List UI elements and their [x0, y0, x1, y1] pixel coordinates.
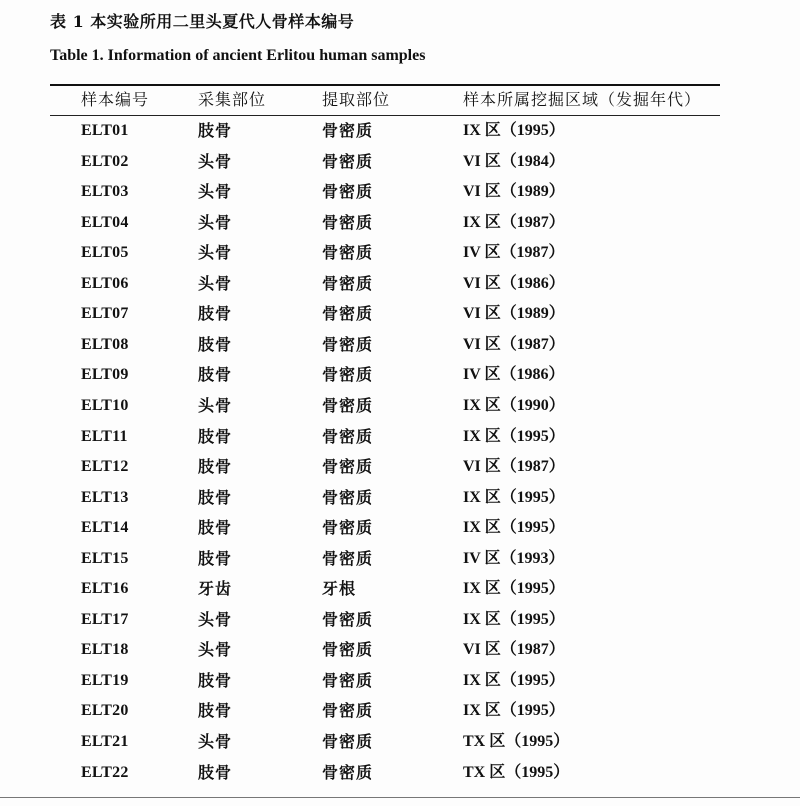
cell-sample-id: ELT12 [81, 458, 129, 476]
cell-collection-part: 头骨 [198, 212, 233, 232]
cell-sample-id: ELT21 [81, 733, 129, 750]
cell-extraction-part: 骨密质 [322, 609, 374, 629]
cell-sample-id: ELT22 [81, 763, 129, 781]
cell-excavation-area: IX 区（1995） [463, 580, 565, 598]
cell-excavation-area: IX 区（1995） [463, 427, 565, 445]
cell-excavation-area: IV 区（1987） [463, 244, 565, 262]
table-row [0, 515, 800, 541]
cell-sample-id: ELT05 [81, 244, 129, 262]
cell-collection-part: 肢骨 [198, 365, 233, 385]
cell-extraction-part: 骨密质 [322, 762, 374, 782]
cell-sample-id: ELT17 [81, 610, 129, 628]
table-row [0, 210, 800, 236]
cell-collection-part: 头骨 [198, 732, 233, 751]
cell-collection-part: 肢骨 [198, 334, 233, 354]
cell-sample-id: ELT20 [81, 702, 129, 720]
cell-excavation-area: IX 区（1990） [463, 396, 565, 414]
cell-collection-part: 肢骨 [198, 121, 233, 140]
cell-extraction-part: 骨密质 [322, 243, 374, 263]
cell-extraction-part: 骨密质 [322, 182, 374, 202]
cell-sample-id: ELT06 [81, 274, 129, 292]
table-row [0, 485, 800, 511]
cell-excavation-area: VI 区（1989） [463, 305, 565, 323]
table-row [0, 149, 800, 175]
cell-collection-part: 肢骨 [198, 548, 233, 568]
cell-excavation-area: IX 区（1995） [463, 488, 565, 506]
cell-sample-id: ELT07 [81, 305, 129, 323]
cell-sample-id: ELT19 [81, 671, 129, 689]
cell-excavation-area: VI 区（1984） [463, 152, 565, 170]
cell-excavation-area: IX 区（1995） [463, 702, 565, 720]
cell-collection-part: 头骨 [198, 182, 233, 202]
cell-extraction-part: 骨密质 [322, 487, 374, 507]
cell-collection-part: 肢骨 [198, 457, 233, 477]
cell-collection-part: 肢骨 [198, 518, 233, 538]
cell-sample-id: ELT11 [81, 427, 128, 445]
cell-sample-id: ELT16 [81, 580, 129, 598]
cell-excavation-area: VI 区（1989） [463, 183, 565, 201]
cell-collection-part: 肢骨 [198, 762, 233, 782]
table-row [0, 668, 800, 694]
table-row [0, 240, 800, 266]
table-row [0, 454, 800, 480]
table-row [0, 271, 800, 297]
table-row [0, 637, 800, 663]
table-row [0, 118, 800, 144]
header-extraction-part: 提取部位 [322, 90, 391, 109]
cell-extraction-part: 骨密质 [322, 426, 374, 446]
cell-collection-part: 肢骨 [198, 487, 233, 507]
cell-extraction-part: 骨密质 [322, 395, 374, 415]
cell-collection-part: 头骨 [198, 609, 233, 629]
cell-collection-part: 头骨 [198, 151, 233, 171]
cell-excavation-area: IX 区（1995） [463, 122, 565, 139]
table-header-row [0, 87, 800, 113]
cell-extraction-part: 骨密质 [322, 212, 374, 232]
cell-sample-id: ELT08 [81, 335, 129, 353]
cell-collection-part: 肢骨 [198, 670, 233, 690]
cell-excavation-area: IX 区（1995） [463, 519, 565, 537]
cell-extraction-part: 骨密质 [322, 518, 374, 538]
cell-excavation-area: IV 区（1986） [463, 366, 565, 384]
cell-extraction-part: 骨密质 [322, 121, 374, 140]
cell-extraction-part: 骨密质 [322, 548, 374, 568]
cell-sample-id: ELT10 [81, 396, 129, 414]
table-row [0, 301, 800, 327]
cell-extraction-part: 骨密质 [322, 151, 374, 171]
cell-collection-part: 肢骨 [198, 701, 233, 721]
cell-collection-part: 头骨 [198, 273, 233, 293]
cell-collection-part: 头骨 [198, 395, 233, 415]
cell-extraction-part: 骨密质 [322, 732, 374, 751]
table-row [0, 729, 800, 755]
cell-extraction-part: 骨密质 [322, 670, 374, 690]
cell-sample-id: ELT09 [81, 366, 129, 384]
cell-extraction-part: 骨密质 [322, 365, 374, 385]
cell-sample-id: ELT01 [81, 122, 129, 139]
table-row [0, 546, 800, 572]
table-row [0, 576, 800, 602]
cell-extraction-part: 牙根 [322, 579, 357, 599]
cell-sample-id: ELT03 [81, 183, 129, 201]
cell-sample-id: ELT04 [81, 213, 129, 231]
cell-collection-part: 头骨 [198, 640, 233, 660]
cell-sample-id: ELT13 [81, 488, 129, 506]
header-collection-part: 采集部位 [198, 90, 267, 109]
table-row [0, 698, 800, 724]
cell-extraction-part: 骨密质 [322, 304, 374, 324]
cell-excavation-area: TX 区（1995） [463, 733, 570, 750]
table-caption-english: Table 1. Information of ancient Erlitou human samples [50, 47, 426, 64]
cell-sample-id: ELT15 [81, 549, 129, 567]
cell-excavation-area: TX 区（1995） [463, 763, 570, 781]
cell-extraction-part: 骨密质 [322, 273, 374, 293]
page-bottom-rule [0, 797, 800, 798]
cell-extraction-part: 骨密质 [322, 701, 374, 721]
table-caption-chinese: 表 1 本实验所用二里头夏代人骨样本编号 [50, 12, 355, 31]
table-row [0, 424, 800, 450]
cell-excavation-area: IX 区（1987） [463, 213, 565, 231]
table-row [0, 760, 800, 786]
cell-collection-part: 头骨 [198, 243, 233, 263]
table-row [0, 332, 800, 358]
cell-sample-id: ELT14 [81, 519, 129, 537]
header-excavation-area: 样本所属挖掘区域（发掘年代） [463, 90, 702, 109]
cell-collection-part: 肢骨 [198, 304, 233, 324]
cell-excavation-area: IX 区（1995） [463, 610, 565, 628]
table-row [0, 362, 800, 388]
table-row [0, 393, 800, 419]
cell-excavation-area: IV 区（1993） [463, 549, 565, 567]
cell-collection-part: 肢骨 [198, 426, 233, 446]
cell-excavation-area: VI 区（1986） [463, 274, 565, 292]
table-header-rule [50, 115, 720, 116]
cell-extraction-part: 骨密质 [322, 640, 374, 660]
cell-excavation-area: VI 区（1987） [463, 458, 565, 476]
header-sample-id: 样本编号 [81, 90, 150, 109]
cell-collection-part: 牙齿 [198, 579, 233, 599]
cell-excavation-area: VI 区（1987） [463, 335, 565, 353]
table-row [0, 607, 800, 633]
cell-extraction-part: 骨密质 [322, 334, 374, 354]
cell-excavation-area: VI 区（1987） [463, 641, 565, 659]
cell-sample-id: ELT18 [81, 641, 129, 659]
table-top-rule [50, 84, 720, 86]
cell-sample-id: ELT02 [81, 152, 129, 170]
table-row [0, 179, 800, 205]
cell-extraction-part: 骨密质 [322, 457, 374, 477]
cell-excavation-area: IX 区（1995） [463, 671, 565, 689]
